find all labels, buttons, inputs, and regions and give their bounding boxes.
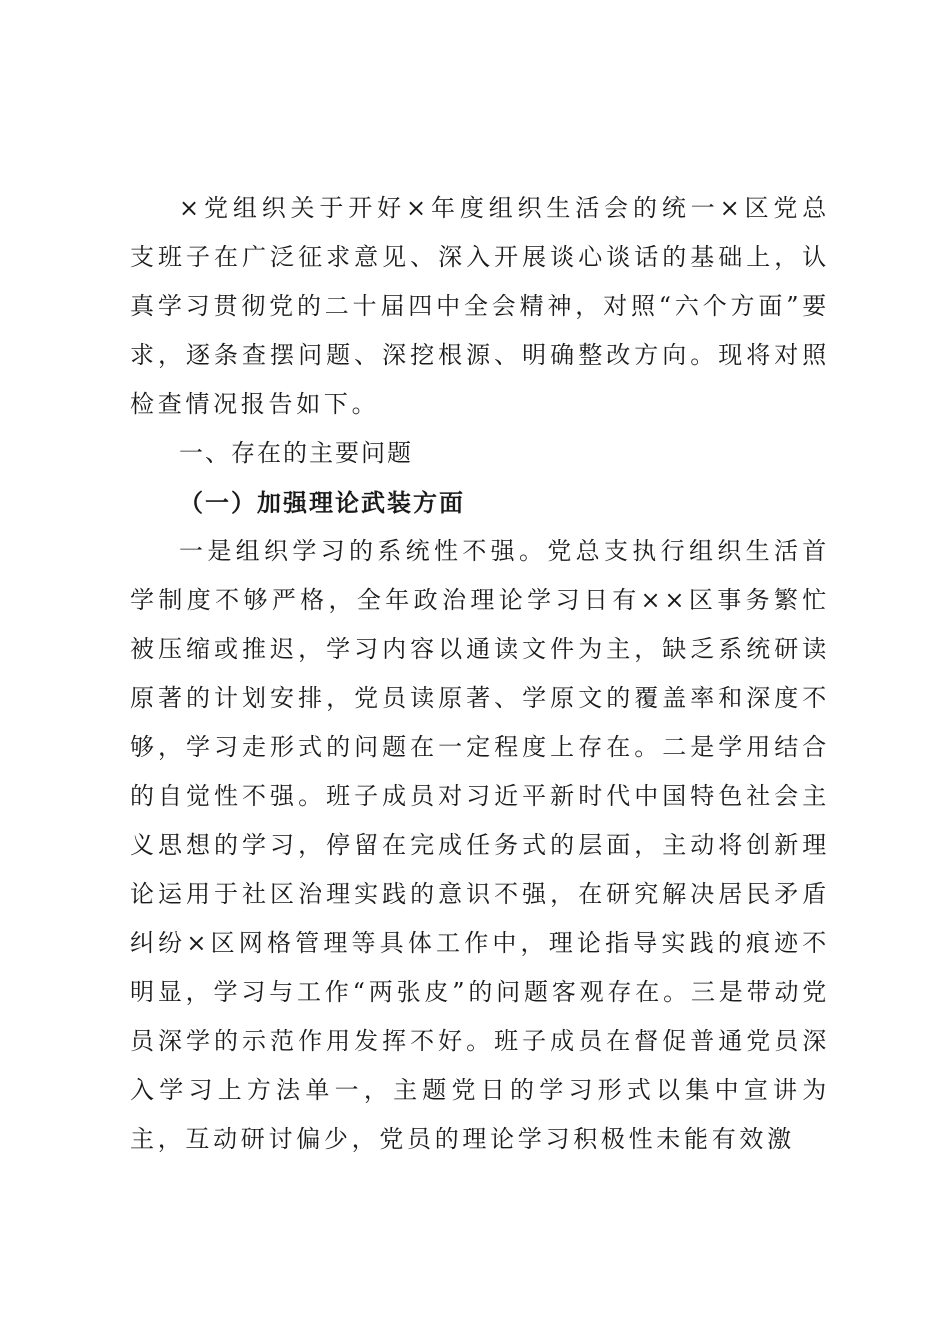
section-heading: 一、存在的主要问题 bbox=[179, 439, 413, 467]
document-body bbox=[130, 184, 830, 1164]
body-paragraph: 一是组织学习的系统性不强。党总支执行组织生活首学制度不够严格，全年政治理论学习日有××区事务繁忙被压缩或推迟，学习内容以通读文件为主，缺乏系统研读原著的计划安排，党员读原著、学原文的覆盖率和深度不够，学习走形式的问题在一定程度上存在。二是学用结合的自觉性不强。班子成员对习近平新时代中国特色社会主义思想的学习，停留在完成任务式的层面，主动将创新理论运用于社区治理实践的意识不强，在研究解决居民矛盾纠纷×区网格管理等具体工作中，理论指导实践的痕迹不明显，学习与工作“两张皮”的问题客观存在。三是带动党员深学的示范作用发挥不好。班子成员在督促普通党员深入学习上方法单一，主题党日的学习形式以集中宣讲为主，互动研讨偏少，党员的理论学习积极性未能有效激 bbox=[130, 537, 830, 1153]
intro-paragraph: ×党组织关于开好×年度组织生活会的统一×区党总支班子在广泛征求意见、深入开展谈心谈话的基础上，认真学习贯彻党的二十届四中全会精神，对照“六个方面”要求，逐条查摆问题、深挖根源、明确整改方向。现将对照检查情况报告如下。 bbox=[130, 194, 830, 418]
subsection-heading: （一）加强理论武装方面 bbox=[179, 488, 465, 517]
